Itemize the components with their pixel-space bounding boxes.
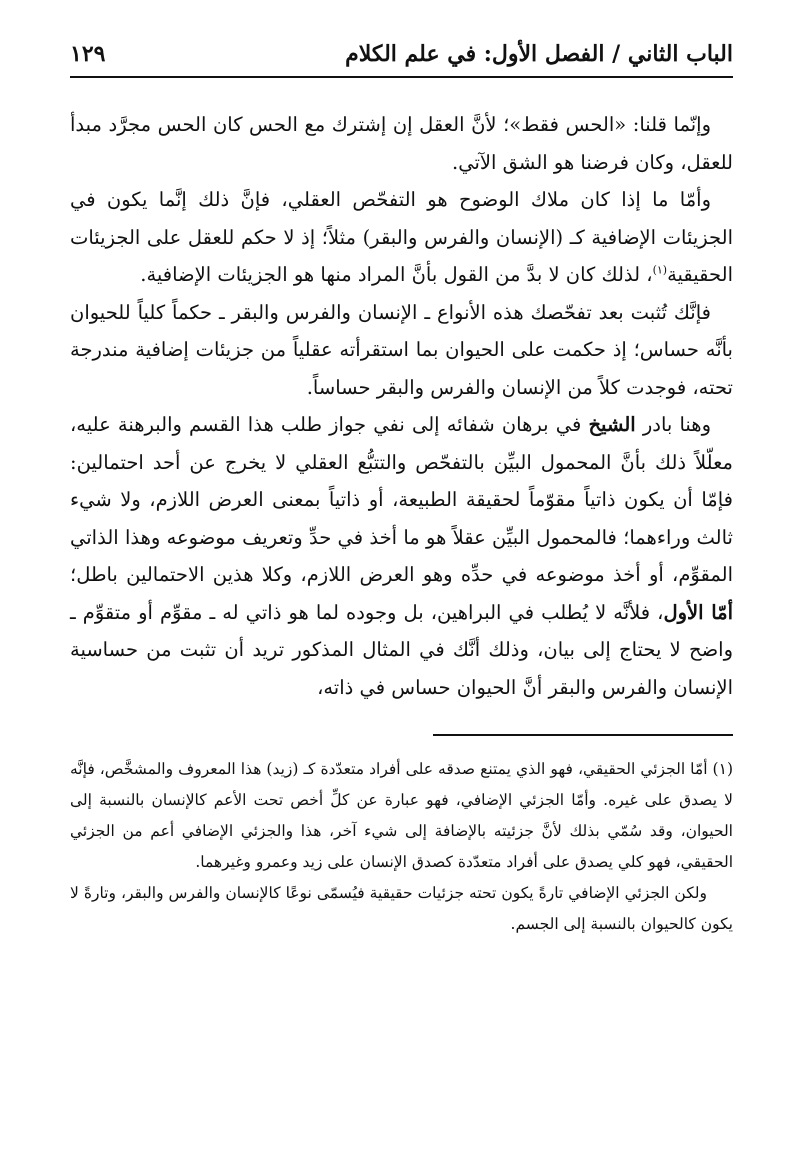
footnotes <box>70 754 733 940</box>
paragraph-3: فإنَّك تُثبت بعد تفحّصك هذه الأنواع ـ الإنسان والفرس والبقر ـ حكماً كلياً للحيوان بأنَّه حساس؛ إذ حكمت على الحيوان بما استقرأته عقلياً من جزيئات إضافية مندرجة تحته، فوجدت كلاً من الإنسان والفرس والبقر حساساً. <box>70 300 733 399</box>
running-title: الباب الثاني / الفصل الأول: في علم الكلام <box>345 41 733 67</box>
paragraph-2 <box>70 181 733 294</box>
footnote-divider <box>433 734 733 736</box>
page-number: ١٢٩ <box>70 41 106 67</box>
paragraph-4-text-c: ، فلأنَّه لا يُطلب في البراهين، بل وجوده لما هو ذاتي له ـ مقوِّم أو متقوِّم ـ واضح لا يحتاج إلى بيان، وذلك أنَّك في المثال المذكور تريد أن تثبت من حساسية الإنسان والفرس والبقر أنَّ الحيوان حساس في ذاته، <box>70 600 733 699</box>
bold-term-first: أمّا الأول <box>663 600 734 624</box>
paragraph-1: وإنّما قلنا: «الحس فقط»؛ لأنَّ العقل إن إشترك مع الحس كان الحس مجرَّد مبدأ للعقل، وكان فرضنا هو الشق الآتي. <box>70 113 733 174</box>
footnote-reference-1[interactable]: (١) <box>652 263 668 277</box>
paragraph-4 <box>70 406 733 706</box>
paragraph-4-text-a: وهنا بادر <box>635 413 711 436</box>
bold-term-sheikh: الشيخ <box>588 413 636 436</box>
paragraph-4-text-b: في برهان شفائه إلى نفي جواز طلب هذا القسم والبرهنة عليه، معلّلاً ذلك بأنَّ المحمول البيِّن بالتفحّص والتتبُّع العقلي لا يخرج عن أحد احتمالين: فإمّا أن يكون ذاتياً مقوّماً لحقيقة الطبيعة، أو ذاتياً بمعنى العرض اللازم، ولا شيء ثالث وراءهما؛ فالمحمول البيِّن عقلاً هو ما أخذ في حدِّ وتعريف موضوعه وهذا الذاتي المقوِّم، أو أخذ موضوعه في حدِّه وهو العرض اللازم، وكلا هذين الاحتمالين باطل؛ <box>70 413 733 586</box>
paragraph-2-text-a: وأمّا ما إذا كان ملاك الوضوح هو التفحّص العقلي، فإنَّ ذلك إنَّما يكون في الجزيئات الإضافية كـ (الإنسان والفرس والبقر) مثلاً؛ إذ لا حكم للعقل على الجزيئات الحقيقية <box>70 188 733 286</box>
page-header <box>70 32 733 78</box>
main-text <box>70 106 733 706</box>
footnote-1: (١) أمّا الجزئي الحقيقي، فهو الذي يمتنع صدقه على أفراد متعدّدة كـ (زيد) هذا المعروف والمشخَّص، فإنَّه لا يصدق على غيره. وأمّا الجزئي الإضافي، فهو عبارة عن كلِّ أخص تحت الأعم كالإنسان بالنسبة إلى الحيوان، وقد سُمّي بذلك لأنَّ جزئيته بالإضافة إلى شيء آخر، هذا والجزئي الإضافي أعم من الجزئي الحقيقي، فهو كلي يصدق على أفراد متعدّدة كصدق الإنسان على زيد وعمرو وغيرهما. <box>70 760 733 871</box>
paragraph-2-text-b: ، لذلك كان لا بدَّ من القول بأنَّ المراد منها هو الجزيئات الإضافية. <box>140 263 653 286</box>
footnote-1-continuation: ولكن الجزئي الإضافي تارةً يكون تحته جزئيات حقيقية فيُسمّى نوعًا كالإنسان والفرس والبقر، وتارةً لا يكون كالحيوان بالنسبة إلى الجسم. <box>70 884 733 933</box>
